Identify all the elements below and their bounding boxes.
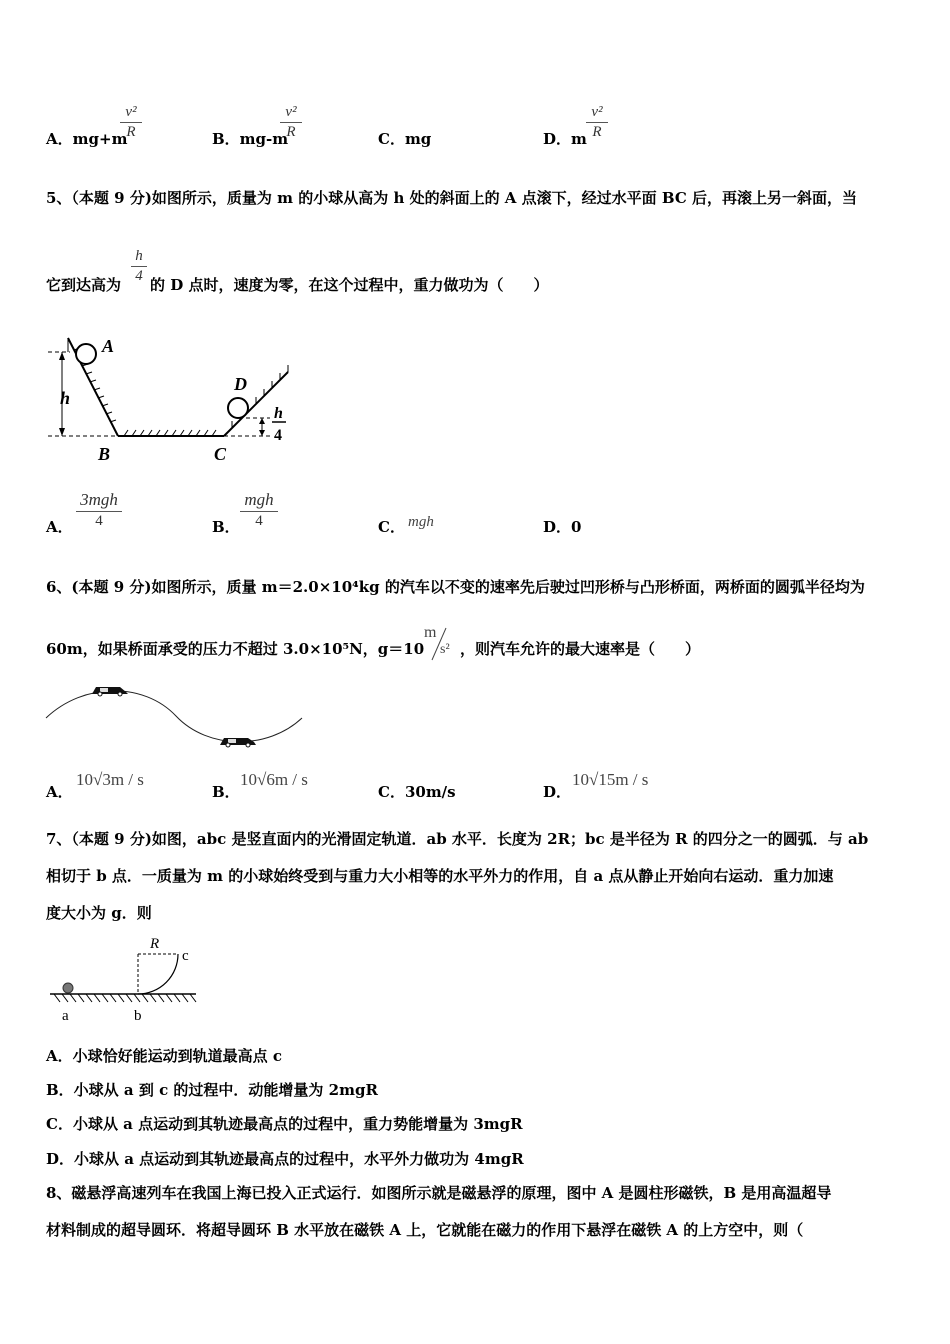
q5-option-d: D．0 xyxy=(543,518,582,536)
q5-option-c: C． xyxy=(378,518,405,536)
q5-label-h4-num: h xyxy=(274,405,283,422)
q5-incline-figure xyxy=(40,330,300,465)
q6-option-c: C．30m/s xyxy=(378,783,456,801)
q5-h-quarter-fraction: h 4 xyxy=(131,248,147,285)
q5-option-b-fraction: mgh 4 xyxy=(240,490,278,530)
q7-label-R: R xyxy=(150,936,160,952)
q7-stem-line3: 度大小为 g．则 xyxy=(46,904,152,922)
q6-option-d: D． xyxy=(543,783,572,801)
q8-stem-line2: 材料制成的超导圆环．将超导圆环 B 水平放在磁铁 A 上，它就能在磁力的作用下悬浮在磁铁 A 的上方空中，则（ xyxy=(46,1221,804,1239)
q6-option-d-value: 10√15m / s xyxy=(572,770,649,789)
q5-label-h: h xyxy=(60,388,71,408)
q7-label-b: b xyxy=(134,1008,142,1024)
q4-option-b: B．mg-m xyxy=(212,130,289,148)
q4-option-a-fraction: v² R xyxy=(120,104,142,141)
q5-stem-line2-post: 的 D 点时，速度为零，在这个过程中，重力做功为（ ） xyxy=(150,276,549,294)
q6-car-top xyxy=(92,687,128,696)
q6-option-b-value: 10√6m / s xyxy=(240,770,308,789)
q5-option-c-value: mgh xyxy=(408,514,434,530)
q7-option-b: B．小球从 a 到 c 的过程中．动能增量为 2mgR xyxy=(46,1081,378,1099)
q5-label-D: D xyxy=(234,374,247,394)
q5-label-B: B xyxy=(98,444,111,464)
q7-option-c: C．小球从 a 点运动到其轨迹最高点的过程中，重力势能增量为 3mgR xyxy=(46,1115,523,1133)
q7-option-d: D．小球从 a 点运动到其轨迹最高点的过程中，水平外力做功为 4mgR xyxy=(46,1150,524,1168)
q4-option-d: D．m xyxy=(543,130,587,148)
q5-label-C: C xyxy=(214,444,227,464)
q6-option-a: A． xyxy=(46,783,73,801)
q6-option-b: B． xyxy=(212,783,240,801)
q7-label-c: c xyxy=(182,948,189,964)
q6-stem-line1: 6、(本题 9 分)如图所示，质量 m＝2.0×10⁴kg 的汽车以不变的速率先后驶过凹形桥与凸形桥面，两桥面的圆弧半径均为 xyxy=(46,578,865,596)
q5-label-h4-den: 4 xyxy=(274,427,282,444)
q7-track-figure xyxy=(46,932,206,1024)
q6-car-bottom xyxy=(220,738,256,747)
q5-option-a: A． xyxy=(46,518,73,536)
q5-option-a-fraction: 3mgh 4 xyxy=(76,490,122,530)
q6-stem-line2-post: ，则汽车允许的最大速率是（ ） xyxy=(460,640,701,658)
q8-stem-line1: 8、磁悬浮高速列车在我国上海已投入正式运行．如图所示就是磁悬浮的原理，图中 A 是圆柱形磁铁，B 是用高温超导 xyxy=(46,1184,832,1202)
q4-option-c: C．mg xyxy=(378,130,432,148)
q7-stem-line1: 7、（本题 9 分)如图，abc 是竖直面内的光滑固定轨道．ab 水平．长度为 2R；bc 是半径为 R 的四分之一的圆弧．与 ab xyxy=(46,830,869,848)
q5-stem-line2-pre: 它到达高为 xyxy=(46,276,122,294)
q4-option-b-fraction: v² R xyxy=(280,104,302,141)
q4-option-a: A．mg+m xyxy=(46,130,128,148)
q7-option-a: A．小球恰好能运动到轨道最高点 c xyxy=(46,1047,282,1065)
q7-stem-line2: 相切于 b 点．一质量为 m 的小球始终受到与重力大小相等的水平外力的作用，自 a 点从静止开始向右运动．重力加速 xyxy=(46,867,834,885)
q6-unit-s2: s² xyxy=(440,642,450,657)
q6-unit-m: m xyxy=(424,624,437,641)
q4-option-d-fraction: v² R xyxy=(586,104,608,141)
q5-option-b: B． xyxy=(212,518,240,536)
q6-bridge-figure xyxy=(44,680,306,752)
q6-option-a-value: 10√3m / s xyxy=(76,770,144,789)
q5-stem-line1: 5、（本题 9 分)如图所示，质量为 m 的小球从高为 h 处的斜面上的 A 点滚下，经过水平面 BC 后，再滚上另一斜面，当 xyxy=(46,189,858,207)
q5-label-A: A xyxy=(102,336,115,356)
q7-label-a: a xyxy=(62,1008,69,1024)
q6-stem-line2-pre: 60m，如果桥面承受的压力不超过 3.0×10⁵N，g＝10 xyxy=(46,640,425,658)
